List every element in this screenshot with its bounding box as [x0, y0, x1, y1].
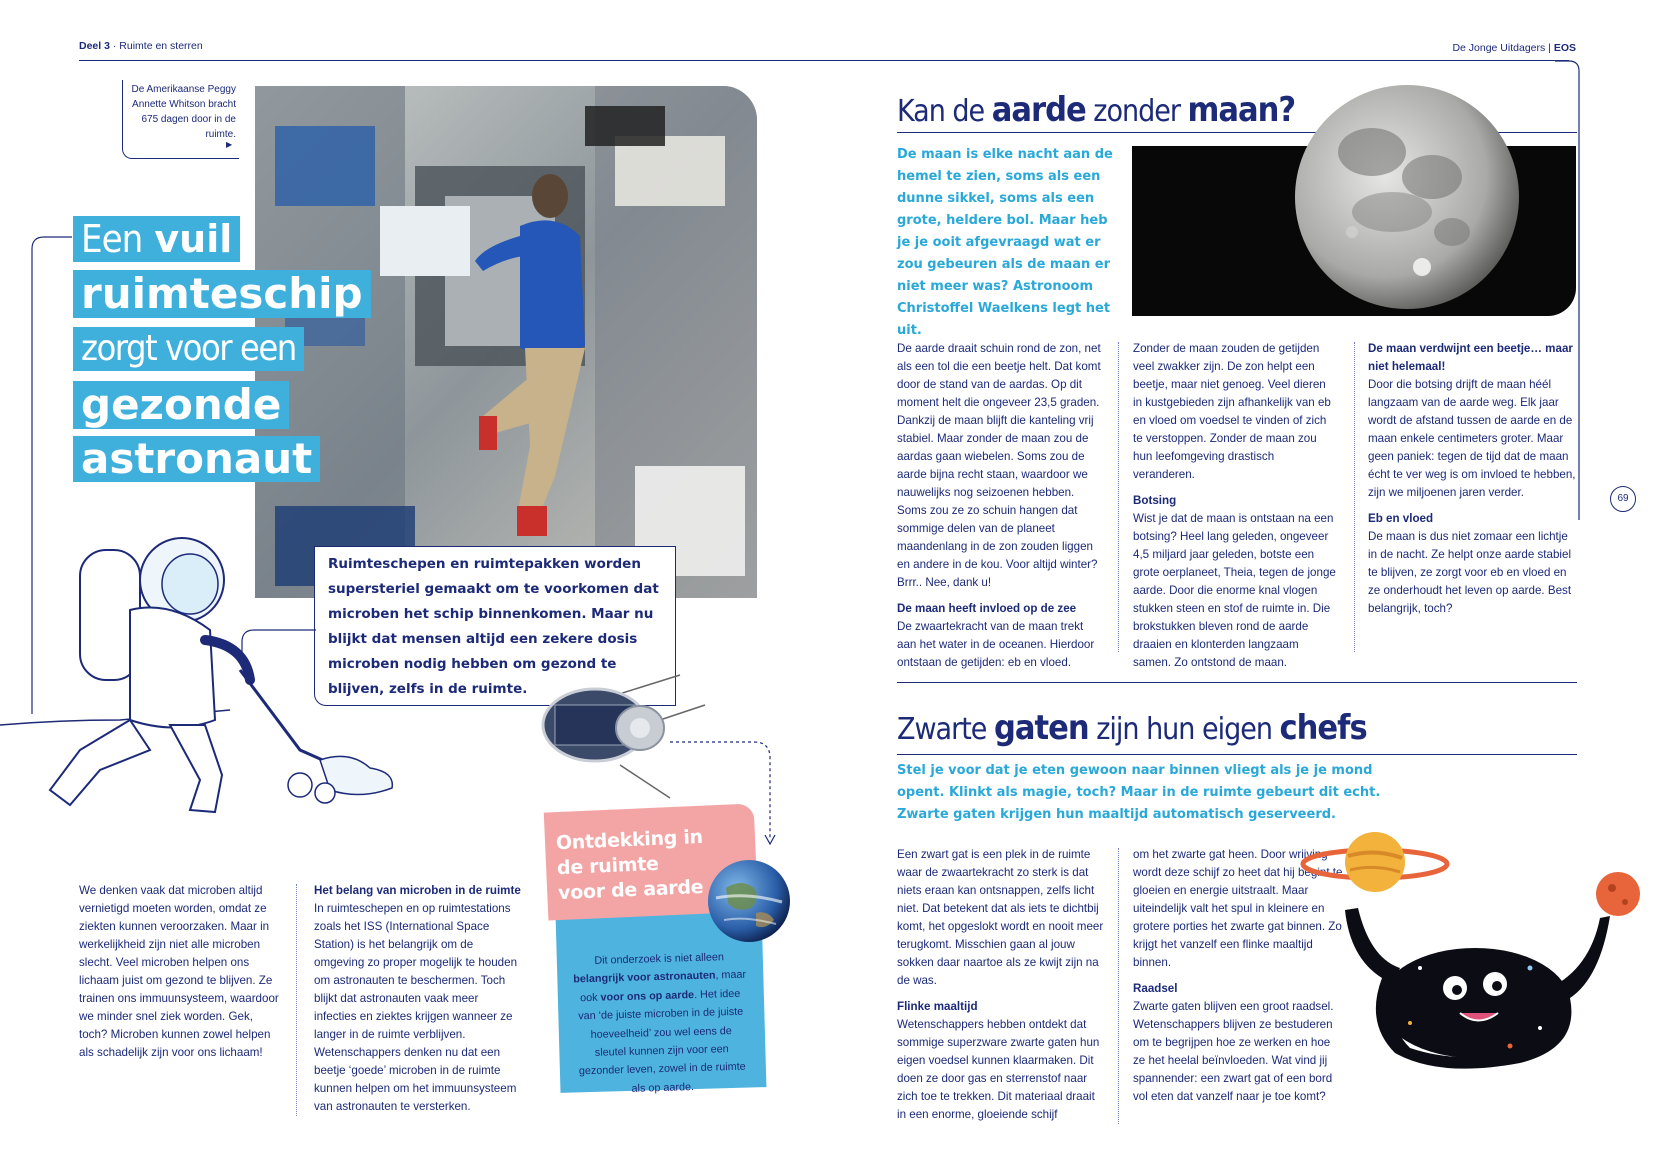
lead-text: Ruimteschepen en ruimtepakken worden supersteriel gemaakt om te voorkomen dat microben het schip binnenkomen. Maar nu blijkt dat mensen altijd een zekere dosis microben nodig hebben om gezond te blijven, zelfs in de ruimte.	[328, 556, 659, 697]
blackhole-intro: Stel je voor dat je eten gewoon naar binnen vliegt als je je mond opent. Klinkt als magie, toch? Maar in de ruimte gebeurt dit echt. Zwarte gaten krijgen hun maaltijd automatisch geserveerd.	[897, 763, 1381, 822]
black-hole-character-illustration	[1300, 818, 1654, 1080]
moon-column-3: De maan verdwijnt een beetje… maar niet helemaal! Door die botsing drijft de maan héél langzaam van de aarde weg. Elk jaar wordt de afstand tussen de aarde en de maan enkele centimeters groter. Maar geen paniek: tegen de tijd dat de maan écht te ver weg is om invloed te hebben, zijn we miljoenen jaren verder. Eb en vloed De maan is dus niet zomaar een lichtje in de nacht. Ze helpt onze aarde stabiel te blijven, ze zorgt voor eb en vloed en ze onderhoudt het leven op aarde. Best belangrijk, toch?	[1368, 342, 1576, 615]
moon-column-2: Zonder de maan zouden de getijden veel zwakker zijn. De zon helpt een beetje, maar niet genoeg. Veel dieren in kustgebieden zijn afhankelijk van eb en vloed om voedsel te vinden of zich te verstoppen. Zonder de maan zou hun leefomgeving drastisch veranderen. Botsing Wist je dat de maan is ontstaan na een botsing? Heel lang geleden, ongeveer 4,5 miljard jaar geleden, botste een grote oerplaneet, Theia, tegen de jonge aarde. Door die enorme knal vlogen stukken steen en stof de ruimte in. Die brokstukken bleven rond de aarde draaien en klonterden langzaam samen. Zo ontstond de maan.	[1133, 342, 1336, 669]
discovery-text: Dit onderzoek is niet alleen belangrijk voor astronauten, maar ook voor ons op aarde. Het idee van ‘de juiste microben in de juiste hoeveelheid’ zou wel eens de sleutel kunnen zijn voor een gezonder leven, zowel in de ruimte als op aarde.	[573, 951, 747, 1095]
astronaut-vacuum-illustration	[0, 520, 420, 840]
section-name: Ruimte en sterren	[119, 40, 203, 52]
header-rule	[79, 60, 1569, 61]
section-rule	[897, 682, 1577, 683]
title-line-3: zorgt voor een	[73, 327, 304, 371]
left-column-2: Het belang van microben in de ruimte In ruimteschepen en op ruimtestations zoals het ISS (International Space Station) is het belangrijk om de omgeving zo proper mogelijk te houden om astronauten te beschermen. Toch blijkt dat astronauten vaak meer infecties en ziektes krijgen wanneer ze langer in de ruimte verblijven. Wetenschappers denken nu dat een beetje ‘goede’ microben in de ruimte kunnen helpen om het immuunsysteem van astronauten te versterken.	[314, 884, 521, 1113]
part-number: Deel 3	[79, 40, 110, 52]
blackhole-column-1: Een zwart gat is een plek in de ruimte waar de zwaartekracht zo sterk is dat niets eraan kan ontsnappen, zelfs licht niet. Dat betekent dat als iets te dichtbij komt, het opgeslokt wordt en nooit meer terugkomt. Misschien gaan al jouw sokken daar naartoe als ze kwijt zijn na de was. Flinke maaltijd Wetenschappers hebben ontdekt dat sommige superzware zwarte gaten hun eigen voedsel kunnen klaarmaken. Dit doen ze door gas en sterrenstof naar zich toe te trekken. Dit materiaal draait in een enorme, gloeiende schijf	[897, 848, 1104, 1121]
title-line-5: astronaut	[73, 436, 320, 482]
moon-photo	[1292, 82, 1522, 312]
moon-column-1: De aarde draait schuin rond de zon, net als een tol die een beetje helt. Dat komt door de stand van de aardas. Op dit moment helt die ongeveer 23,5 graden. Dankzij de maan blijft die kanteling vrij stabiel. Maar zonder de maan zou de aardas gaan wiebelen. Soms zou de aarde bijna recht staan, waardoor we nauwelijks nog seizoenen hebben. Soms zou ze zo schuin hangen dat sommige delen van de planeet maandenlang in de zon zouden liggen en andere in de kou. Voor altijd winter? Brrr.. Nee, dank u! De maan heeft invloed op de zee De zwaartekracht van de maan trekt aan het water in de oceanen. Hierdoor ontstaan de getijden: eb en vloed.	[897, 342, 1101, 669]
moon-divider-1	[1118, 342, 1119, 652]
blackhole-title: Zwarte gaten zijn hun eigen chefs	[897, 708, 1367, 748]
caption-arrow-icon: ▶	[226, 140, 233, 149]
column-divider	[296, 884, 297, 1116]
title-line-1: Een vuil	[73, 216, 240, 262]
left-column-1: We denken vaak dat microben altijd vernietigd moeten worden, omdat ze ziekten kunnen veroorzaken. Maar in werkelijkheid zijn niet alle microben slecht. Veel microben helpen ons lichaam juist om gezond te blijven. Ze trainen ons immuunsysteem, waardoor we minder snel ziek worden. Gek, toch? Microben kunnen zowel helpen als schadelijk zijn voor ons lichaam!	[79, 884, 279, 1059]
page-number: 69	[1610, 486, 1636, 512]
moon-divider-2	[1354, 342, 1355, 652]
title-line-2: ruimteschip	[73, 270, 371, 318]
discovery-title: Ontdekking in de ruimte voor de aarde	[555, 825, 704, 905]
earth-globe-illustration	[706, 858, 792, 944]
blackhole-title-rule	[897, 754, 1577, 755]
blackhole-column-2: om het zwarte gat heen. Door wrijving wordt deze schijf zo heet dat hij begint te gloeien en energie uitstraalt. Maar uiteindelijk valt het spul in kleinere en grotere porties het zwarte gat binnen. Zo krijgt het vanzelf een flinke maaltijd binnen. Raadsel Zwarte gaten blijven een groot raadsel. Wetenschappers blijven ze bestuderen om te begrijpen hoe ze werken en hoe ze het heelal beïnvloeden. Wat vind jij spannender: een zwart gat of een bord vol eten dat vanzelf naar je toe komt?	[1133, 848, 1343, 1103]
brand-label: De Jonge Uitdagers | EOS	[1452, 42, 1576, 54]
photo-caption: De Amerikaanse Peggy Annette Whitson bracht 675 dagen door in de ruimte.	[131, 84, 236, 140]
blackhole-divider	[1118, 848, 1119, 1124]
section-label: Deel 3 · Ruimte en sterren	[79, 40, 203, 52]
moon-title: Kan de aarde zonder maan?	[897, 90, 1296, 130]
title-line-4: gezonde	[73, 381, 289, 429]
moon-intro: De maan is elke nacht aan de hemel te zien, soms als een dunne sikkel, soms als een grote, heldere bol. Maar heb je je ooit afgevraagd wat er zou gebeuren als de maan er niet meer was? Astronoom Christoffel Waelkens legt het uit.	[897, 147, 1113, 338]
